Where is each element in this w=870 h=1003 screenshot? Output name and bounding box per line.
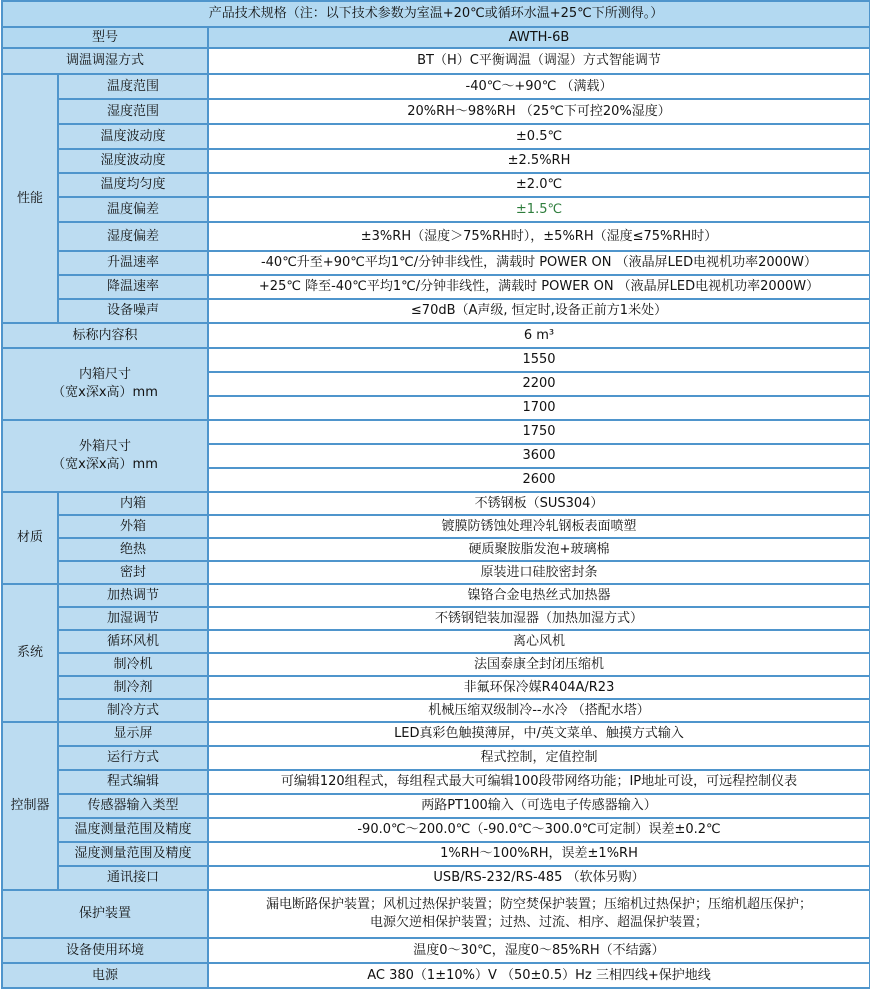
row-value: ±1.5℃ (208, 197, 870, 222)
row-value: 硬质聚胺脂发泡+玻璃棉 (208, 538, 870, 561)
table-row (2, 630, 870, 653)
table-row (2, 99, 870, 124)
row-value: 不锈钢铠装加湿器（加热加湿方式） (208, 607, 870, 630)
row-value: 机械压缩双级制冷--水冷 （搭配水塔） (208, 699, 870, 722)
table-row (2, 866, 870, 890)
row-label: 温度均匀度 (58, 173, 208, 197)
table-row (2, 794, 870, 818)
spec-table (1, 0, 870, 989)
control-mode-value: BT（H）C平衡调温（调湿）方式智能调节 (208, 48, 870, 74)
table-row (2, 222, 870, 251)
table-row (2, 251, 870, 275)
row-label: 温度范围 (58, 74, 208, 99)
table-row (2, 173, 870, 197)
row-value: -40℃升至+90℃平均1℃/分钟非线性，满载时 POWER ON （液晶屏LED电视机功率2000W） (208, 251, 870, 275)
outer-size-height: 2600 (208, 468, 870, 492)
power-label: 电源 (2, 963, 208, 988)
row-value: 镍铬合金电热丝式加热器 (208, 584, 870, 607)
outer-size-label (2, 420, 208, 492)
inner-size-width: 1550 (208, 348, 870, 372)
table-row (2, 676, 870, 699)
protection-value (208, 890, 870, 938)
environment-value: 温度0～30℃，湿度0～85%RH（不结露） (208, 938, 870, 963)
table-row (2, 149, 870, 173)
row-value: 非氟环保冷媒R404A/R23 (208, 676, 870, 699)
row-label: 加热调节 (58, 584, 208, 607)
row-value: USB/RS-232/RS-485 （软体另购） (208, 866, 870, 890)
table-row (2, 275, 870, 299)
table-row (2, 420, 870, 444)
row-label: 制冷机 (58, 653, 208, 676)
row-value: 原装进口硅胶密封条 (208, 561, 870, 584)
row-label: 外箱 (58, 515, 208, 538)
row-value: 20%RH～98%RH （25℃下可控20%湿度） (208, 99, 870, 124)
volume-row (2, 323, 870, 348)
control-mode-row (2, 48, 870, 74)
performance-group-label: 性能 (2, 74, 58, 323)
table-row (2, 818, 870, 842)
row-label: 湿度范围 (58, 99, 208, 124)
environment-label: 设备使用环境 (2, 938, 208, 963)
table-row (2, 197, 870, 222)
inner-size-label-line2: （宽x深x高）mm (52, 385, 158, 400)
row-label: 降温速率 (58, 275, 208, 299)
table-title: 产品技术规格（注：以下技术参数为室温+20℃或循环水温+25℃下所测得。） (2, 1, 870, 27)
row-label: 内箱 (58, 492, 208, 515)
table-row (2, 607, 870, 630)
control-mode-label: 调温调湿方式 (2, 48, 208, 74)
volume-label: 标称内容积 (2, 323, 208, 348)
row-value: ±3%RH（湿度＞75%RH时），±5%RH（湿度≤75%RH时） (208, 222, 870, 251)
outer-size-depth: 3600 (208, 444, 870, 468)
row-label: 温度波动度 (58, 124, 208, 149)
table-row (2, 722, 870, 746)
row-value: 离心风机 (208, 630, 870, 653)
system-group-label: 系统 (2, 584, 58, 722)
table-row (2, 124, 870, 149)
table-row (2, 746, 870, 770)
protection-line-2: 电源欠逆相保护装置；过热、过流、相序、超温保护装置； (369, 915, 708, 930)
row-label: 循环风机 (58, 630, 208, 653)
row-label: 温度测量范围及精度 (58, 818, 208, 842)
row-value: 程式控制，定值控制 (208, 746, 870, 770)
row-label: 密封 (58, 561, 208, 584)
row-label: 制冷剂 (58, 676, 208, 699)
row-value: ±2.0℃ (208, 173, 870, 197)
row-value: 不锈钢板（SUS304） (208, 492, 870, 515)
table-row (2, 770, 870, 794)
table-row (2, 653, 870, 676)
row-label: 加湿调节 (58, 607, 208, 630)
protection-line-1: 漏电断路保护装置；风机过热保护装置；防空焚保护装置；压缩机过热保护；压缩机超压保护； (265, 897, 812, 912)
outer-size-label-line2: （宽x深x高）mm (52, 457, 158, 472)
row-value: ≤70dB（A声级, 恒定时,设备正前方1米处） (208, 299, 870, 323)
power-value: AC 380（1±10%）V （50±0.5）Hz 三相四线+保护地线 (208, 963, 870, 988)
row-value: -90.0℃～200.0℃（-90.0℃～300.0℃可定制）误差±0.2℃ (208, 818, 870, 842)
row-label: 湿度波动度 (58, 149, 208, 173)
controller-group-label: 控制器 (2, 722, 58, 890)
volume-value: 6 m³ (208, 323, 870, 348)
title-row (2, 1, 870, 27)
table-row (2, 492, 870, 515)
table-row (2, 515, 870, 538)
row-label: 制冷方式 (58, 699, 208, 722)
table-row (2, 299, 870, 323)
power-row (2, 963, 870, 988)
row-label: 程式编辑 (58, 770, 208, 794)
environment-row (2, 938, 870, 963)
inner-size-depth: 2200 (208, 372, 870, 396)
row-value: 镀膜防锈蚀处理冷轧钢板表面喷塑 (208, 515, 870, 538)
table-row (2, 538, 870, 561)
row-value: 两路PT100输入（可选电子传感器输入） (208, 794, 870, 818)
row-label: 通讯接口 (58, 866, 208, 890)
row-label: 设备噪声 (58, 299, 208, 323)
inner-size-height: 1700 (208, 396, 870, 420)
row-value: +25℃ 降至-40℃平均1℃/分钟非线性，满载时 POWER ON （液晶屏LED电视机功率2000W） (208, 275, 870, 299)
table-row (2, 74, 870, 99)
model-value: AWTH-6B (208, 27, 870, 48)
row-label: 升温速率 (58, 251, 208, 275)
material-group-label: 材质 (2, 492, 58, 584)
row-value: 可编辑120组程式，每组程式最大可编辑100段带网络功能；IP地址可设，可远程控制仪表 (208, 770, 870, 794)
table-row (2, 561, 870, 584)
row-value: -40℃～+90℃ （满载） (208, 74, 870, 99)
row-value: 1%RH～100%RH，误差±1%RH (208, 842, 870, 866)
table-row (2, 842, 870, 866)
row-value: ±2.5%RH (208, 149, 870, 173)
model-label: 型号 (2, 27, 208, 48)
row-value: LED真彩色触摸薄屏，中/英文菜单、触摸方式输入 (208, 722, 870, 746)
row-label: 绝热 (58, 538, 208, 561)
row-value: 法国泰康全封闭压缩机 (208, 653, 870, 676)
table-row (2, 584, 870, 607)
row-value: ±0.5℃ (208, 124, 870, 149)
outer-size-label-line1: 外箱尺寸 (78, 439, 131, 454)
model-row (2, 27, 870, 48)
inner-size-label (2, 348, 208, 420)
row-label: 温度偏差 (58, 197, 208, 222)
inner-size-label-line1: 内箱尺寸 (78, 367, 131, 382)
outer-size-width: 1750 (208, 420, 870, 444)
table-row (2, 348, 870, 372)
protection-row (2, 890, 870, 938)
row-label: 湿度偏差 (58, 222, 208, 251)
row-label: 显示屏 (58, 722, 208, 746)
row-label: 运行方式 (58, 746, 208, 770)
row-label: 湿度测量范围及精度 (58, 842, 208, 866)
table-row (2, 699, 870, 722)
protection-label: 保护装置 (2, 890, 208, 938)
row-label: 传感器输入类型 (58, 794, 208, 818)
